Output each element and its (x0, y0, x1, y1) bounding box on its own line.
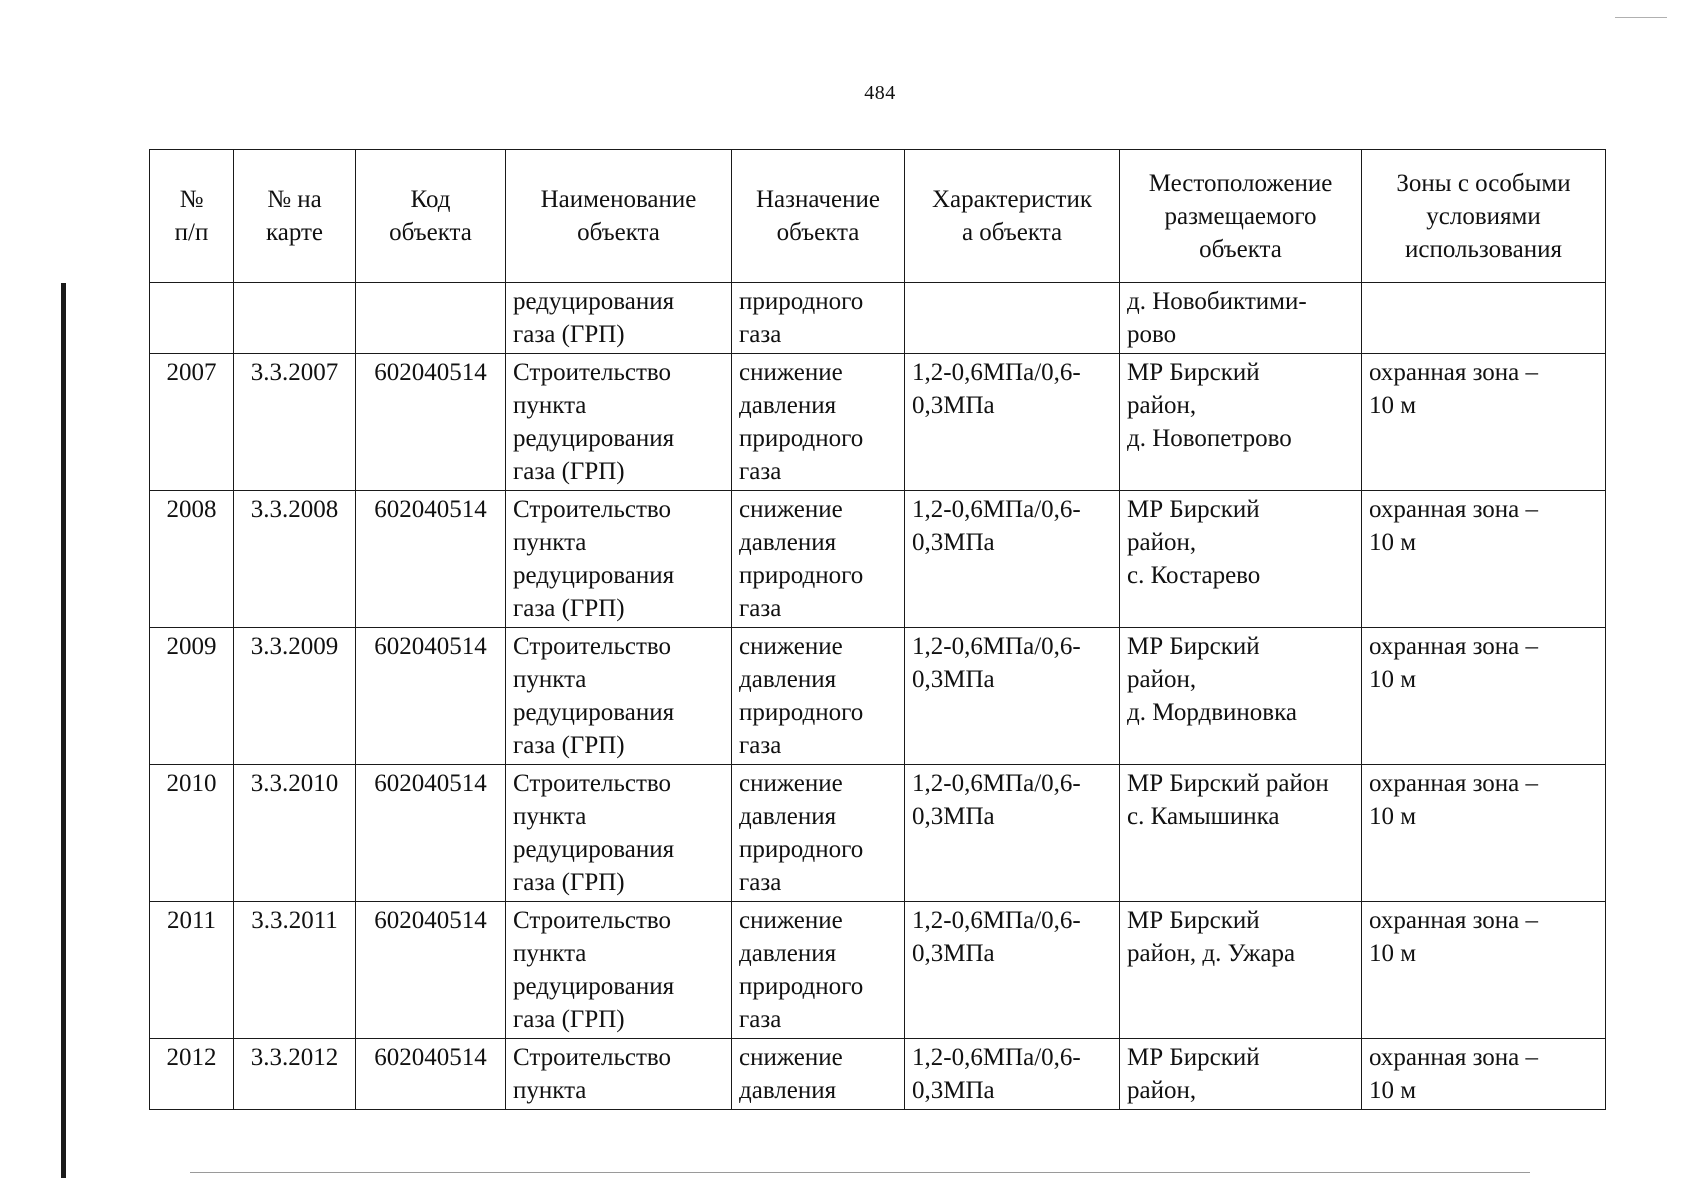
cell-line: 10 м (1369, 392, 1417, 419)
cell-line: д. Новопетрово (1127, 425, 1292, 452)
cell-purpose (732, 765, 905, 902)
cell-map-no: 3.3.2012 (234, 1039, 356, 1110)
cell-line: район, (1127, 666, 1197, 693)
table-row (150, 628, 1606, 765)
cell-line: МР Бирский (1127, 496, 1260, 523)
cell-characteristic (905, 628, 1120, 765)
table-row (150, 765, 1606, 902)
header-line: Наименование (540, 186, 697, 213)
header-characteristic (905, 150, 1120, 283)
cell-line: давления (739, 940, 837, 967)
cell-line: природного (739, 562, 864, 589)
cell-zones (1362, 902, 1606, 1039)
cell-line: охранная зона – (1369, 770, 1539, 797)
cell-line: МР Бирский (1127, 359, 1260, 386)
cell-zones (1362, 491, 1606, 628)
cell-line: Строительство (513, 907, 672, 934)
header-line: Местоположение (1148, 169, 1333, 197)
cell-code: 602040514 (356, 354, 506, 491)
cell-zones (1362, 628, 1606, 765)
cell-line: район, д. Ужара (1127, 940, 1296, 967)
cell-line: газа (739, 595, 782, 622)
cell-line: природного (739, 836, 864, 863)
cell-map-no: 3.3.2010 (234, 765, 356, 902)
cell-code: 602040514 (356, 491, 506, 628)
cell-purpose (732, 902, 905, 1039)
cell-line: снижение (739, 633, 843, 660)
header-num (150, 150, 234, 283)
cell-line: редуцирования (513, 562, 675, 589)
cell-name (506, 1039, 732, 1110)
cell-num: 2009 (150, 628, 234, 765)
header-map-no (234, 150, 356, 283)
cell-map-no (234, 283, 356, 354)
cell-num (150, 283, 234, 354)
cell-line: 1,2-0,6МПа/0,6- (912, 1044, 1081, 1071)
cell-location (1120, 354, 1362, 491)
cell-name (506, 491, 732, 628)
cell-code (356, 283, 506, 354)
cell-zones (1362, 283, 1606, 354)
table-header (150, 150, 1606, 283)
cell-line: 1,2-0,6МПа/0,6- (912, 359, 1081, 386)
cell-line: район, (1127, 529, 1197, 556)
cell-name (506, 628, 732, 765)
cell-line: снижение (739, 1044, 843, 1071)
cell-line: охранная зона – (1369, 1044, 1539, 1071)
cell-line: Строительство (513, 1044, 672, 1071)
cell-characteristic (905, 354, 1120, 491)
cell-line: охранная зона – (1369, 496, 1539, 523)
cell-characteristic (905, 765, 1120, 902)
cell-num: 2011 (150, 902, 234, 1039)
cell-line: Строительство (513, 770, 672, 797)
cell-line: д. Новобиктими- (1127, 288, 1307, 315)
cell-zones (1362, 1039, 1606, 1110)
cell-line: редуцирования (513, 836, 675, 863)
table-row (150, 1039, 1606, 1110)
cell-line: газа (739, 321, 782, 348)
header-line: объекта (389, 219, 472, 246)
cell-line: охранная зона – (1369, 907, 1539, 934)
cell-line: с. Камышинка (1127, 803, 1280, 830)
cell-line: снижение (739, 770, 843, 797)
header-line: № (179, 186, 204, 213)
cell-line: МР Бирский (1127, 633, 1260, 660)
cell-line: снижение (739, 359, 843, 386)
cell-location (1120, 765, 1362, 902)
cell-line: давления (739, 803, 837, 830)
cell-line: район, (1127, 392, 1197, 419)
cell-line: газа (739, 732, 782, 759)
cell-line: пункта (513, 392, 587, 419)
cell-line: Строительство (513, 496, 672, 523)
header-name (506, 150, 732, 283)
cell-line: давления (739, 666, 837, 693)
table-row (150, 283, 1606, 354)
cell-line: д. Мордвиновка (1127, 699, 1297, 726)
header-line: условиями (1426, 202, 1541, 230)
cell-line: газа (739, 869, 782, 896)
cell-zones (1362, 354, 1606, 491)
cell-purpose (732, 354, 905, 491)
cell-name (506, 283, 732, 354)
cell-line: Строительство (513, 633, 672, 660)
table-body (150, 283, 1606, 1110)
cell-line: снижение (739, 496, 843, 523)
header-line: а объекта (961, 219, 1063, 246)
cell-map-no: 3.3.2007 (234, 354, 356, 491)
header-line: объекта (1199, 235, 1282, 263)
cell-code: 602040514 (356, 902, 506, 1039)
cell-line: газа (ГРП) (513, 595, 625, 622)
cell-location (1120, 902, 1362, 1039)
cell-line: редуцирования (513, 973, 675, 1000)
header-location (1120, 150, 1362, 283)
cell-name (506, 765, 732, 902)
cell-line: 10 м (1369, 1077, 1417, 1104)
cell-line: рово (1127, 321, 1177, 348)
cell-map-no: 3.3.2008 (234, 491, 356, 628)
header-line: Код (410, 186, 451, 213)
header-line: Характеристик (931, 186, 1092, 213)
cell-location (1120, 491, 1362, 628)
cell-line: 1,2-0,6МПа/0,6- (912, 633, 1081, 660)
cell-num: 2008 (150, 491, 234, 628)
cell-line: природного (739, 288, 864, 315)
cell-line: газа (ГРП) (513, 869, 625, 896)
header-line: № на (267, 186, 322, 213)
cell-line: давления (739, 1077, 837, 1104)
cell-line: с. Костарево (1127, 562, 1261, 589)
header-line: объекта (776, 219, 860, 246)
cell-line: 0,3МПа (912, 666, 995, 693)
cell-line: 10 м (1369, 529, 1417, 556)
cell-line: Строительство (513, 359, 672, 386)
cell-line: охранная зона – (1369, 359, 1539, 386)
cell-line: 1,2-0,6МПа/0,6- (912, 496, 1081, 523)
page-number: 484 (864, 82, 896, 104)
header-code (356, 150, 506, 283)
cell-purpose (732, 628, 905, 765)
cell-line: давления (739, 392, 837, 419)
cell-line: пункта (513, 803, 587, 830)
cell-line: природного (739, 699, 864, 726)
cell-line: МР Бирский (1127, 907, 1260, 934)
cell-line: 10 м (1369, 666, 1417, 693)
cell-location (1120, 628, 1362, 765)
cell-num: 2012 (150, 1039, 234, 1110)
cell-line: газа (739, 1006, 782, 1033)
cell-line: давления (739, 529, 837, 556)
cell-map-no: 3.3.2011 (234, 902, 356, 1039)
cell-line: редуцирования (513, 699, 675, 726)
cell-zones (1362, 765, 1606, 902)
cell-line: 0,3МПа (912, 940, 995, 967)
cell-line: газа (ГРП) (513, 321, 625, 348)
cell-line: район, (1127, 1077, 1197, 1104)
cell-line: 1,2-0,6МПа/0,6- (912, 907, 1081, 934)
scan-artifact-bottom (190, 1172, 1530, 1173)
objects-table (149, 149, 1606, 1110)
cell-name (506, 354, 732, 491)
cell-line: МР Бирский район (1127, 770, 1329, 797)
header-line: карте (265, 219, 324, 246)
cell-line: природного (739, 425, 864, 452)
header-line: Назначение (755, 186, 881, 213)
cell-num: 2010 (150, 765, 234, 902)
header-purpose (732, 150, 905, 283)
cell-characteristic (905, 283, 1120, 354)
cell-line: 0,3МПа (912, 529, 995, 556)
cell-code: 602040514 (356, 1039, 506, 1110)
scan-artifact-left-bar (61, 283, 66, 1178)
cell-characteristic (905, 902, 1120, 1039)
cell-line: пункта (513, 940, 587, 967)
cell-line: 0,3МПа (912, 392, 995, 419)
header-zones (1362, 150, 1606, 283)
cell-line: газа (739, 458, 782, 485)
cell-num: 2007 (150, 354, 234, 491)
cell-line: 0,3МПа (912, 1077, 995, 1104)
cell-line: снижение (739, 907, 843, 934)
cell-line: газа (ГРП) (513, 1006, 625, 1033)
header-line: п/п (174, 219, 209, 246)
table-row (150, 354, 1606, 491)
table-row (150, 902, 1606, 1039)
scan-artifact-top (1615, 17, 1667, 18)
header-line: Зоны с особыми (1396, 169, 1571, 197)
header-line: размещаемого (1164, 202, 1317, 230)
cell-line: пункта (513, 666, 587, 693)
cell-characteristic (905, 491, 1120, 628)
table-row (150, 491, 1606, 628)
cell-line: 10 м (1369, 803, 1417, 830)
cell-characteristic (905, 1039, 1120, 1110)
table-header-row (150, 150, 1606, 283)
cell-line: газа (ГРП) (513, 458, 625, 485)
cell-purpose (732, 491, 905, 628)
cell-line: пункта (513, 1077, 587, 1104)
header-line: использования (1405, 235, 1562, 263)
cell-name (506, 902, 732, 1039)
cell-location (1120, 1039, 1362, 1110)
cell-purpose (732, 283, 905, 354)
cell-line: 10 м (1369, 940, 1417, 967)
cell-line: редуцирования (513, 425, 675, 452)
cell-code: 602040514 (356, 765, 506, 902)
cell-line: пункта (513, 529, 587, 556)
cell-line: газа (ГРП) (513, 732, 625, 759)
cell-map-no: 3.3.2009 (234, 628, 356, 765)
header-line: объекта (577, 219, 660, 246)
cell-line: охранная зона – (1369, 633, 1539, 660)
cell-purpose (732, 1039, 905, 1110)
cell-line: 1,2-0,6МПа/0,6- (912, 770, 1081, 797)
cell-code: 602040514 (356, 628, 506, 765)
cell-line: природного (739, 973, 864, 1000)
cell-line: МР Бирский (1127, 1044, 1260, 1071)
cell-line: 0,3МПа (912, 803, 995, 830)
cell-location (1120, 283, 1362, 354)
cell-line: редуцирования (513, 288, 675, 315)
